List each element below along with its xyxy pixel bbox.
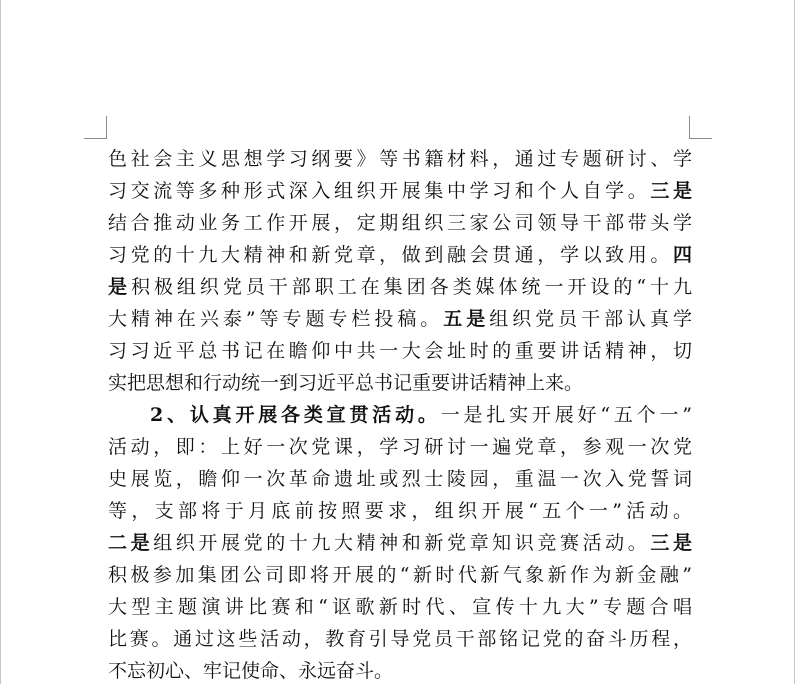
text-line [108, 143, 692, 175]
text-segment: 大型主题演讲比赛和“讴歌新时代、宣传十九大”专题合唱 [108, 596, 692, 618]
bold-text-segment: 五是 [443, 308, 490, 330]
bold-text-segment: 是 [108, 276, 131, 298]
page-left-edge [0, 0, 1, 684]
text-segment: 习交流等多种形式深入组织开展集中学习和个人自学。 [108, 180, 651, 202]
text-line [108, 527, 692, 559]
text-line [108, 303, 692, 335]
text-line [108, 559, 692, 591]
text-line [108, 463, 692, 495]
text-segment: 不忘初心、牢记使命、永远奋斗。 [108, 660, 394, 682]
text-line [108, 239, 692, 271]
text-segment: 比赛。通过这些活动，教育引导党员干部铭记党的奋斗历程， [108, 628, 692, 650]
bold-text-segment: 2、认真开展各类宣贯活动。 [150, 404, 441, 426]
text-segment: 色社会主义思想学习纲要》等书籍材料，通过专题研讨、学 [108, 148, 692, 170]
bold-text-segment: 三是 [650, 180, 692, 202]
text-segment: 一是扎实开展好“五个一” [440, 404, 692, 426]
text-line [108, 207, 692, 239]
top-right-margin-mark [689, 116, 712, 139]
text-segment: 习习近平总书记在瞻仰中共一大会址时的重要讲话精神，切 [108, 340, 692, 362]
bold-text-segment: 四 [672, 244, 692, 266]
text-line [108, 495, 692, 527]
text-line [108, 655, 692, 684]
text-line [108, 431, 692, 463]
text-segment: 活动，即：上好一次党课，学习研讨一遍党章，参观一次党 [108, 436, 692, 458]
bold-text-segment: 二是 [108, 532, 154, 554]
text-segment: 组织开展党的十九大精神和新党章知识竞赛活动。 [153, 532, 651, 554]
text-segment: 等，支部将于月底前按照要求，组织开展“五个一”活动。 [108, 500, 692, 522]
text-segment: 实把思想和行动统一到习近平总书记重要讲话精神上来。 [108, 372, 584, 394]
text-line [108, 623, 692, 655]
text-segment: 大精神在兴泰”等专题专栏投稿。 [108, 308, 444, 330]
text-line [108, 271, 692, 303]
text-segment: 结合推动业务工作开展，定期组织三家公司领导干部带头学 [108, 212, 692, 234]
text-line [108, 591, 692, 623]
text-segment: 积极参加集团公司即将开展的“新时代新气象新作为新金融” [108, 564, 692, 586]
text-segment: 习党的十九大精神和新党章，做到融会贯通，学以致用。 [108, 244, 673, 266]
text-line [108, 175, 692, 207]
text-line [108, 367, 692, 399]
top-left-margin-mark [84, 116, 107, 139]
text-line [108, 399, 692, 431]
text-segment: 积极组织党员干部职工在集团各类媒体统一开设的“十九 [130, 276, 692, 298]
document-body-text[interactable] [108, 143, 692, 684]
text-segment: 史展览，瞻仰一次革命遗址或烈士陵园，重温一次入党誓词 [108, 468, 692, 490]
bold-text-segment: 三是 [650, 532, 692, 554]
text-segment: 组织党员干部认真学 [489, 308, 692, 330]
text-line [108, 335, 692, 367]
